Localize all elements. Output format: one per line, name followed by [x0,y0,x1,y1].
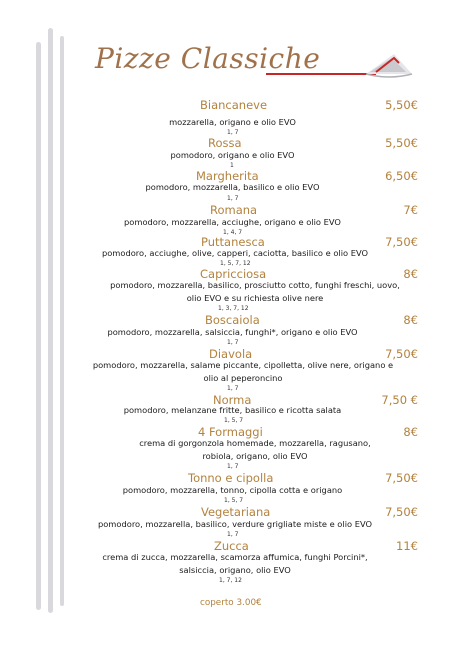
item-name: Boscaiola [205,313,260,327]
item-price: 7€ [403,203,418,217]
item-price: 7,50€ [385,505,418,519]
item-description: pomodoro, melanzane fritte, basilico e ricotta salata [123,405,342,415]
item-name: Diavola [209,347,253,361]
item-allergens: 1, 7 [227,385,239,392]
item-allergens: 1, 7 [227,339,239,346]
item-description: pomodoro, mozzarella, basilico, prosciutto cotto, funghi freschi, uovo, olio EVO e su richiesta olive nere [110,280,400,303]
item-price: 8€ [403,267,418,281]
item-name: Tonno e cipolla [188,471,274,485]
item-price: 5,50€ [385,136,418,150]
page-title: Pizze Classiche [95,42,321,75]
item-name: Biancaneve [200,98,268,112]
item-description: pomodoro, mozzarella, salsiccia, funghi*, origano e olio EVO [107,327,358,337]
item-description: mozzarella, origano e olio EVO [169,117,296,127]
item-description: pomodoro, mozzarella, acciughe, origano e olio EVO [124,217,341,227]
item-description: pomodoro, mozzarella, tonno, cipolla cotta e origano [122,485,343,495]
item-allergens: 1, 7 [227,463,239,470]
item-name: Rossa [208,136,242,150]
item-allergens: 1, 5, 7 [224,497,244,504]
item-price: 5,50€ [385,98,418,112]
item-allergens: 1, 4, 7 [223,229,243,236]
item-name: Vegetariana [201,505,271,519]
item-price: 7,50€ [385,235,418,249]
item-description: pomodoro, mozzarella, basilico, verdure grigliate miste e olio EVO [97,519,373,529]
cover-charge: coperto 3.00€ [200,598,262,608]
item-description: pomodoro, origano e olio EVO [170,150,295,160]
item-allergens: 1, 5, 7, 12 [220,260,251,267]
item-name: 4 Formaggi [198,425,263,439]
item-price: 11€ [396,539,418,553]
decorative-line [60,36,64,606]
item-description: crema di zucca, mozzarella, scamorza affumica, funghi Porcini*, salsiccia, origano, olio EVO [102,552,368,575]
item-name: Capricciosa [200,267,267,281]
item-allergens: 1, 7 [227,531,239,538]
item-name: Puttanesca [201,235,265,249]
item-price: 8€ [403,313,418,327]
item-description: crema di gorgonzola homemade, mozzarella, ragusano, robiola, origano, olio EVO [139,438,371,461]
item-allergens: 1, 3, 7, 12 [218,305,249,312]
item-name: Romana [210,203,258,217]
item-allergens: 1, 7 [227,195,239,202]
item-description: pomodoro, mozzarella, basilico e olio EVO [145,182,320,192]
item-description: pomodoro, acciughe, olive, capperi, caciotta, basilico e olio EVO [101,248,369,258]
decorative-line [48,28,53,613]
item-price: 7,50€ [385,347,418,361]
item-description: pomodoro, mozzarella, salame piccante, cipolletta, olive nere, origano e olio al peperoncino [92,360,394,383]
item-allergens: 1, 7, 12 [219,577,242,584]
pizza-slice-icon [266,50,416,84]
item-allergens: 1, 5, 7 [224,417,244,424]
item-price: 8€ [403,425,418,439]
item-allergens: 1 [230,162,234,169]
item-price: 6,50€ [385,169,418,183]
item-name: Zucca [214,539,249,553]
item-price: 7,50€ [385,471,418,485]
item-name: Norma [213,393,252,407]
item-allergens: 1, 7 [227,129,239,136]
item-price: 7,50 € [381,393,418,407]
item-name: Margherita [196,169,259,183]
decorative-line [36,42,41,610]
